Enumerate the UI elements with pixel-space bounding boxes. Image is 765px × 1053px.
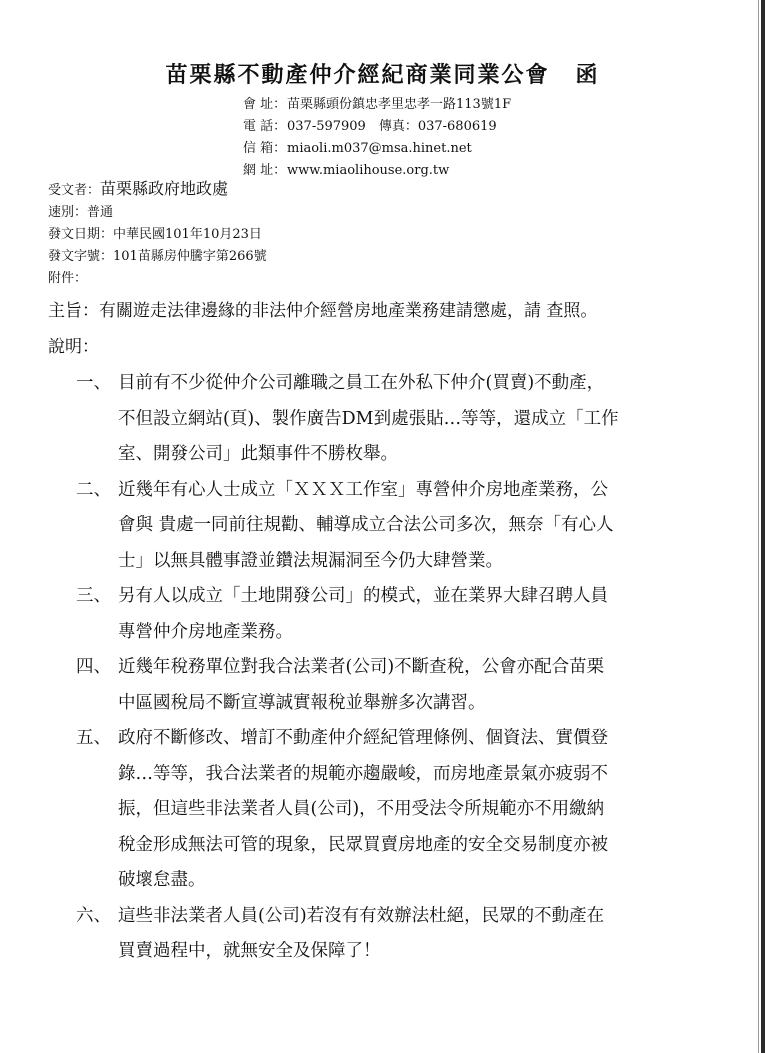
list-item: 一、 目前有不少從仲介公司離職之員工在外私下仲介(買賣)不動產， 不但設立網站(頁)、製作廣告DM到處張貼…等等，還成立「工作 室、開發公司」此類事件不勝枚舉。	[76, 373, 619, 464]
list-item: 四、 近幾年稅務單位對我合法業者(公司)不斷查稅，公會亦配合苗栗 中區國稅局不斷宣導誠實報稅並舉辦多次講習。	[76, 657, 605, 713]
attachment-row: 附件：	[48, 271, 88, 286]
letter-type: 函	[575, 62, 600, 88]
list-item: 五、 政府不斷修改、增訂不動產仲介經紀管理條例、個資法、實價登 錄…等等，我合法業者的規範亦趨嚴峻，而房地產景氣亦疲弱不 振，但這些非法業者人員(公司)，不用受法令所規範亦不用繳納 稅金形成無法可管的現象，民眾買賣房地產的安全交易制度亦被 破壞怠盡。	[76, 728, 608, 890]
list-item: 三、 另有人以成立「土地開發公司」的模式，並在業界大肆召聘人員 專營仲介房地產業務。	[76, 586, 608, 642]
speed-row: 速別：普通	[48, 205, 114, 220]
contact-phone: 電 話：037-597909 傳真：037-680619	[243, 119, 497, 134]
scan-edge-line	[758, 0, 759, 1053]
recipient-row: 受文者：苗栗縣政府地政處	[48, 179, 229, 198]
explain-label: 說明：	[48, 337, 99, 357]
list-item: 六、 這些非法業者人員(公司)若沒有有效辦法杜絕，民眾的不動產在 買賣過程中，就無安全及保障了！	[76, 905, 605, 961]
scan-edge	[761, 0, 765, 1053]
explain-items	[76, 366, 716, 970]
contact-website: 網 址：www.miaolihouse.org.tw	[243, 163, 450, 178]
letterhead-title	[0, 58, 765, 89]
date-row: 發文日期：中華民國101年10月23日	[48, 227, 262, 242]
contact-address: 會 址：苗栗縣頭份鎮忠孝里忠孝一路113號1F	[243, 97, 512, 112]
recipient: 苗栗縣政府地政處	[100, 179, 229, 198]
list-item: 二、 近幾年有心人士成立「ＸＸＸ工作室」專營仲介房地產業務，公 會與 貴處一同前往規勸、輔導成立合法公司多次，無奈「有心人 士」以無具體事證並鑽法規漏洞至今仍大肆營業。	[76, 479, 614, 571]
contact-block	[243, 94, 511, 182]
org-name: 苗栗縣不動產仲介經紀商業同業公會	[165, 62, 550, 88]
ref-row: 發文字號：101苗縣房仲騰字第266號	[48, 249, 267, 264]
contact-email: 信 箱：miaoli.m037@msa.hinet.net	[243, 141, 472, 156]
meta-block	[48, 178, 267, 290]
subject-line: 主旨：有關遊走法律邊緣的非法仲介經營房地產業務建請懲處，請 查照。	[48, 301, 598, 321]
